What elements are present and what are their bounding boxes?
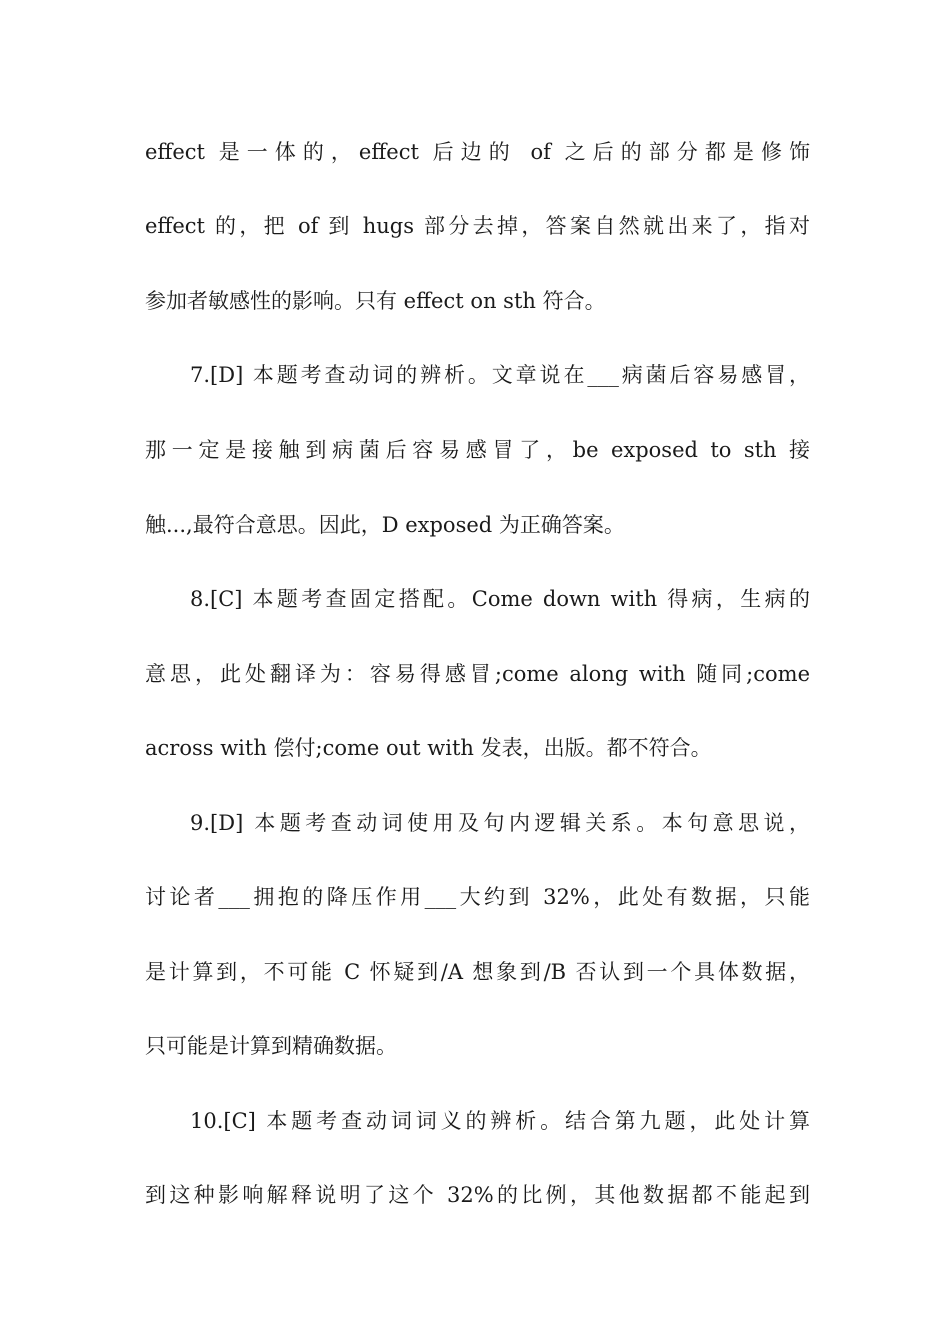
paragraph-line: 那一定是接触到病菌后容易感冒了，be exposed to sth 接 — [145, 438, 810, 462]
paragraph-line: effect 的，把 of 到 hugs 部分去掉，答案自然就出来了，指对 — [145, 214, 810, 238]
paragraph-line: 讨论者___拥抱的降压作用___大约到 32%，此处有数据，只能 — [145, 885, 810, 909]
paragraph-line: effect 是一体的，effect 后边的 of 之后的部分都是修饰 — [145, 140, 810, 164]
answer-8-line: 8.[C] 本题考查固定搭配。Come down with 得病，生病的 — [190, 587, 810, 611]
paragraph-line: across with 偿付;come out with 发表，出版。都不符合。 — [145, 736, 712, 760]
paragraph-line: 到这种影响解释说明了这个 32%的比例，其他数据都不能起到 — [145, 1183, 810, 1207]
paragraph-line: 是计算到，不可能 C 怀疑到/A 想象到/B 否认到一个具体数据， — [145, 960, 810, 984]
answer-7-line: 7.[D] 本题考查动词的辨析。文章说在___病菌后容易感冒， — [190, 363, 810, 387]
answer-10-line: 10.[C] 本题考查动词词义的辨析。结合第九题，此处计算 — [190, 1109, 810, 1133]
paragraph-line: 触...,最符合意思。因此，D exposed 为正确答案。 — [145, 513, 625, 537]
paragraph-line: 只可能是计算到精确数据。 — [145, 1034, 397, 1058]
answer-9-line: 9.[D] 本题考查动词使用及句内逻辑关系。本句意思说， — [190, 811, 810, 835]
paragraph-line: 意思，此处翻译为：容易得感冒;come along with 随同;come — [145, 662, 810, 686]
paragraph-line: 参加者敏感性的影响。只有 effect on sth 符合。 — [145, 289, 606, 313]
